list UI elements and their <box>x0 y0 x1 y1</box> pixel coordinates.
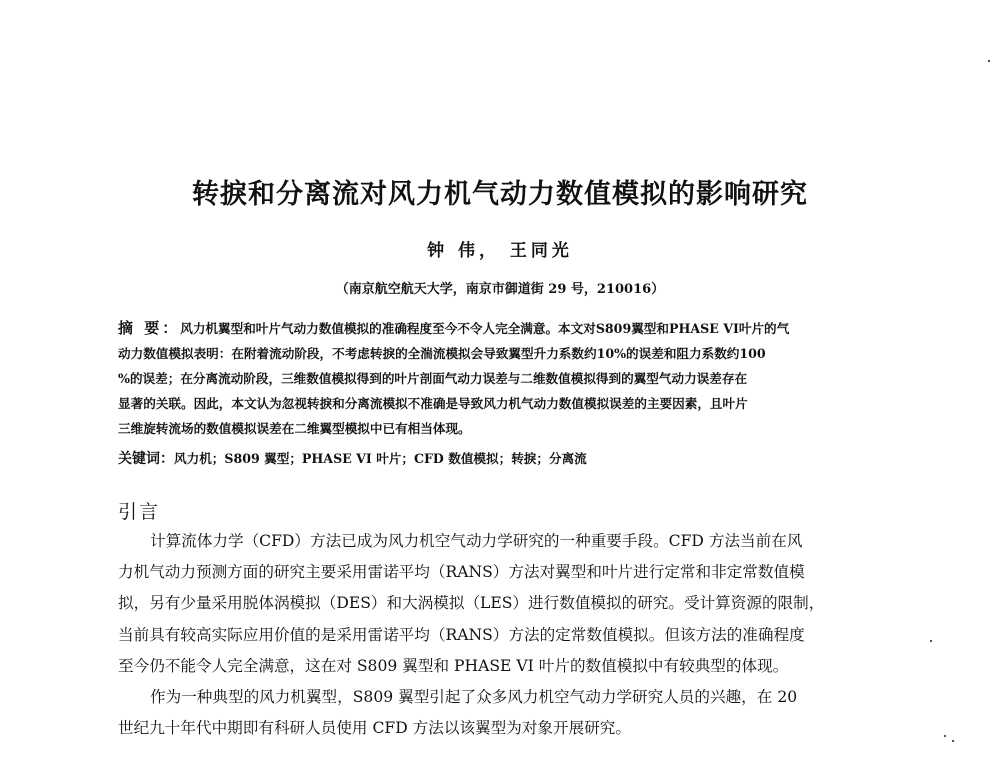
abstract-line: 三维旋转流场的数值模拟误差在二维翼型模拟中已有相当体现。 <box>118 421 471 436</box>
paragraph-line: 拟，另有少量采用脱体涡模拟（DES）和大涡模拟（LES）进行数值模拟的研究。受计算资源的限制， <box>118 594 825 613</box>
abstract-block <box>118 316 888 441</box>
keywords-text: 风力机；S809 翼型；PHASE VI 叶片；CFD 数值模拟；转捩；分离流 <box>174 451 587 466</box>
scan-speck <box>988 60 990 62</box>
paragraph-line: 力机气动力预测方面的研究主要采用雷诺平均（RANS）方法对翼型和叶片进行定常和非定常数值模 <box>118 563 805 582</box>
paper-title: 转捩和分离流对风力机气动力数值模拟的影响研究 <box>192 179 808 210</box>
keywords-label: 关键词： <box>118 451 174 467</box>
abstract-line <box>118 316 888 341</box>
paragraph-line: 至今仍不能令人完全满意，这在对 S809 翼型和 PHASE VI 叶片的数值模拟中有较典型的体现。 <box>118 656 789 675</box>
scan-speck <box>944 735 946 737</box>
abstract-line: 动力数值模拟表明：在附着流动阶段，不考虑转捩的全湍流模拟会导致翼型升力系数约10%的误差和阻力系数约100 <box>118 346 766 361</box>
keywords-line <box>118 448 587 468</box>
section-heading: 引言 <box>118 501 161 523</box>
scan-speck <box>952 740 954 742</box>
paragraph-line: 当前具有较高实际应用价值的是采用雷诺平均（RANS）方法的定常数值模拟。但该方法的准确程度 <box>118 625 805 644</box>
abstract-line: 显著的关联。因此，本文认为忽视转捩和分离流模拟不准确是导致风力机气动力数值模拟误差的主要因素，且叶片 <box>118 396 748 411</box>
paragraph-line: 世纪九十年代中期即有科研人员使用 CFD 方法以该翼型为对象开展研究。 <box>118 719 631 738</box>
paper-authors: 钟 伟， 王同光 <box>427 241 573 261</box>
body-text <box>118 526 888 744</box>
abstract-line: %的误差；在分离流动阶段，三维数值模拟得到的叶片剖面气动力误差与二维数值模拟得到的翼型气动力误差存在 <box>118 371 748 386</box>
paragraph-line: 计算流体力学（CFD）方法已成为风力机空气动力学研究的一种重要手段。CFD 方法当前在风 <box>150 532 803 550</box>
abstract-text: 风力机翼型和叶片气动力数值模拟的准确程度至今不令人完全满意。本文对S809翼型和PHASE VI叶片的气 <box>180 321 790 336</box>
paragraph-line: 作为一种典型的风力机翼型，S809 翼型引起了众多风力机空气动力学研究人员的兴趣，在 20 <box>150 688 798 707</box>
abstract-label: 摘 要： <box>118 319 181 337</box>
scan-speck <box>930 640 932 642</box>
paper-affiliation: （南京航空航天大学，南京市御道街 29 号，210016） <box>335 282 665 297</box>
